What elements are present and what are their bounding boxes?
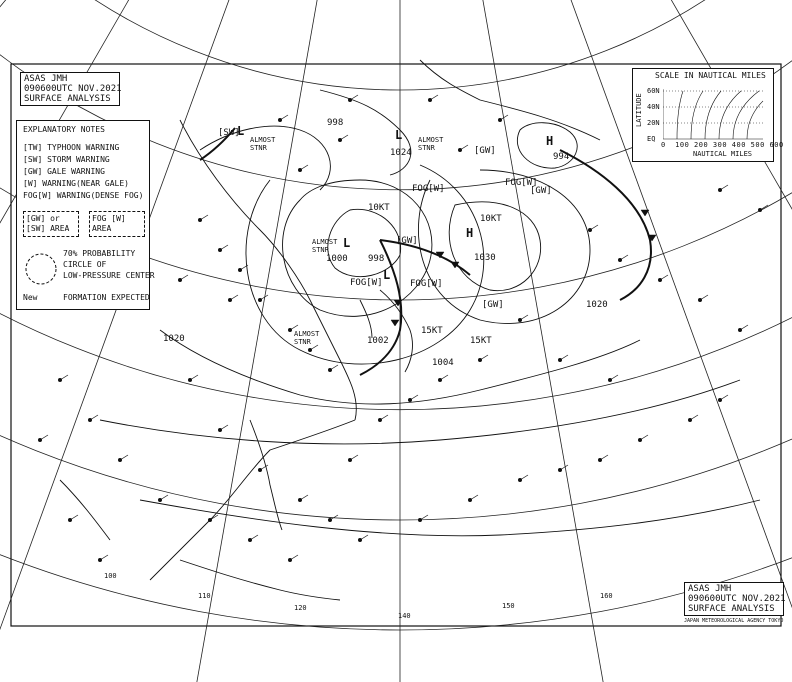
pressure-label: 994	[553, 152, 570, 162]
warning-label: [GW]	[482, 300, 504, 310]
pressure-label: 1004	[432, 358, 454, 368]
pressure-label: 1002	[367, 336, 389, 346]
pressure-label: 1020	[586, 300, 608, 310]
scale-y-tick: 20N	[647, 119, 660, 127]
pressure-label: 998	[368, 254, 385, 264]
explanatory-notes	[16, 120, 155, 310]
scale-y-tick: 40N	[647, 103, 660, 111]
stationary-note: ALMOST STNR	[294, 330, 320, 346]
longitude-label: 110	[198, 592, 211, 600]
pressure-label: 1000	[326, 254, 348, 264]
footer-line2: 090600UTC NOV.2021	[688, 594, 786, 604]
probability-circle-icon	[23, 251, 59, 287]
longitude-label: 160	[600, 592, 613, 600]
notes-item: [TW] TYPHOON WARNING	[23, 143, 120, 152]
scale-y-tick: EQ	[647, 135, 656, 143]
warning-label: FOG[W]	[505, 178, 538, 188]
notes-item: [SW] STORM WARNING	[23, 155, 110, 164]
new-label: New	[23, 293, 38, 302]
low-center-label: L	[395, 128, 403, 142]
warning-label: [GW]	[396, 236, 418, 246]
longitude-label: 140	[398, 612, 411, 620]
header-line1: ASAS JMH	[24, 74, 68, 84]
scale-box	[632, 68, 784, 162]
wind-label: 15KT	[470, 336, 492, 346]
footer-line3: SURFACE ANALYSIS	[688, 604, 775, 614]
notes-item: FOG[W] WARNING(DENSE FOG)	[23, 191, 144, 200]
warning-label: [SW]	[218, 128, 240, 138]
area-box-fog: FOG [W] AREA	[89, 211, 145, 237]
stationary-note: ALMOST STNR	[250, 136, 276, 152]
header-line2: 090600UTC NOV.2021	[24, 84, 122, 94]
low-center-label: L	[383, 268, 391, 282]
wind-label: 10KT	[368, 203, 390, 213]
pressure-label: 1024	[390, 148, 412, 158]
wind-label: 15KT	[421, 326, 443, 336]
new-text: FORMATION EXPECTED	[63, 293, 150, 302]
scale-x-ticks: 0 100 200 300 400 500 600	[661, 141, 784, 149]
low-center-label: L	[237, 124, 245, 138]
longitude-label: 150	[502, 602, 515, 610]
probability-line1: 70% PROBABILITY	[63, 249, 136, 258]
warning-label: FOG[W]	[410, 279, 443, 289]
warning-label: [GW]	[530, 186, 552, 196]
header-line3: SURFACE ANALYSIS	[24, 94, 111, 104]
low-center-label: L	[343, 236, 351, 250]
warning-label: [GW]	[474, 146, 496, 156]
agency-label: JAPAN METEOROLOGICAL AGENCY TOKYO	[684, 618, 784, 624]
pressure-label: 1030	[474, 253, 496, 263]
chart-footer-header	[684, 582, 784, 616]
notes-title: EXPLANATORY NOTES	[23, 125, 105, 134]
pressure-label: 998	[327, 118, 344, 128]
stationary-note: ALMOST STNR	[418, 136, 444, 152]
wind-label: 10KT	[480, 214, 502, 224]
scale-x-label: NAUTICAL MILES	[693, 150, 753, 158]
area-box-gale: [GW] or [SW] AREA	[23, 211, 79, 237]
high-center-label: H	[466, 226, 474, 240]
footer-line1: ASAS JMH	[688, 584, 732, 594]
notes-item: [GW] GALE WARNING	[23, 167, 105, 176]
longitude-label: 100	[104, 572, 117, 580]
scale-y-label: LATITUDE	[635, 93, 643, 127]
stationary-note: ALMOST STNR	[312, 238, 338, 254]
high-center-label: H	[546, 134, 554, 148]
scale-graph	[663, 89, 767, 145]
notes-item: [W] WARNING(NEAR GALE)	[23, 179, 129, 188]
probability-line2: CIRCLE OF	[63, 260, 107, 269]
probability-line3: LOW-PRESSURE CENTER	[63, 271, 155, 280]
scale-title: SCALE IN NAUTICAL MILES	[655, 71, 766, 80]
pressure-label: 1020	[163, 334, 185, 344]
warning-label: FOG[W]	[350, 278, 383, 288]
longitude-label: 120	[294, 604, 307, 612]
chart-header	[20, 72, 120, 106]
fronts	[200, 128, 656, 375]
scale-y-tick: 60N	[647, 87, 660, 95]
warning-label: FOG[W]	[412, 184, 445, 194]
